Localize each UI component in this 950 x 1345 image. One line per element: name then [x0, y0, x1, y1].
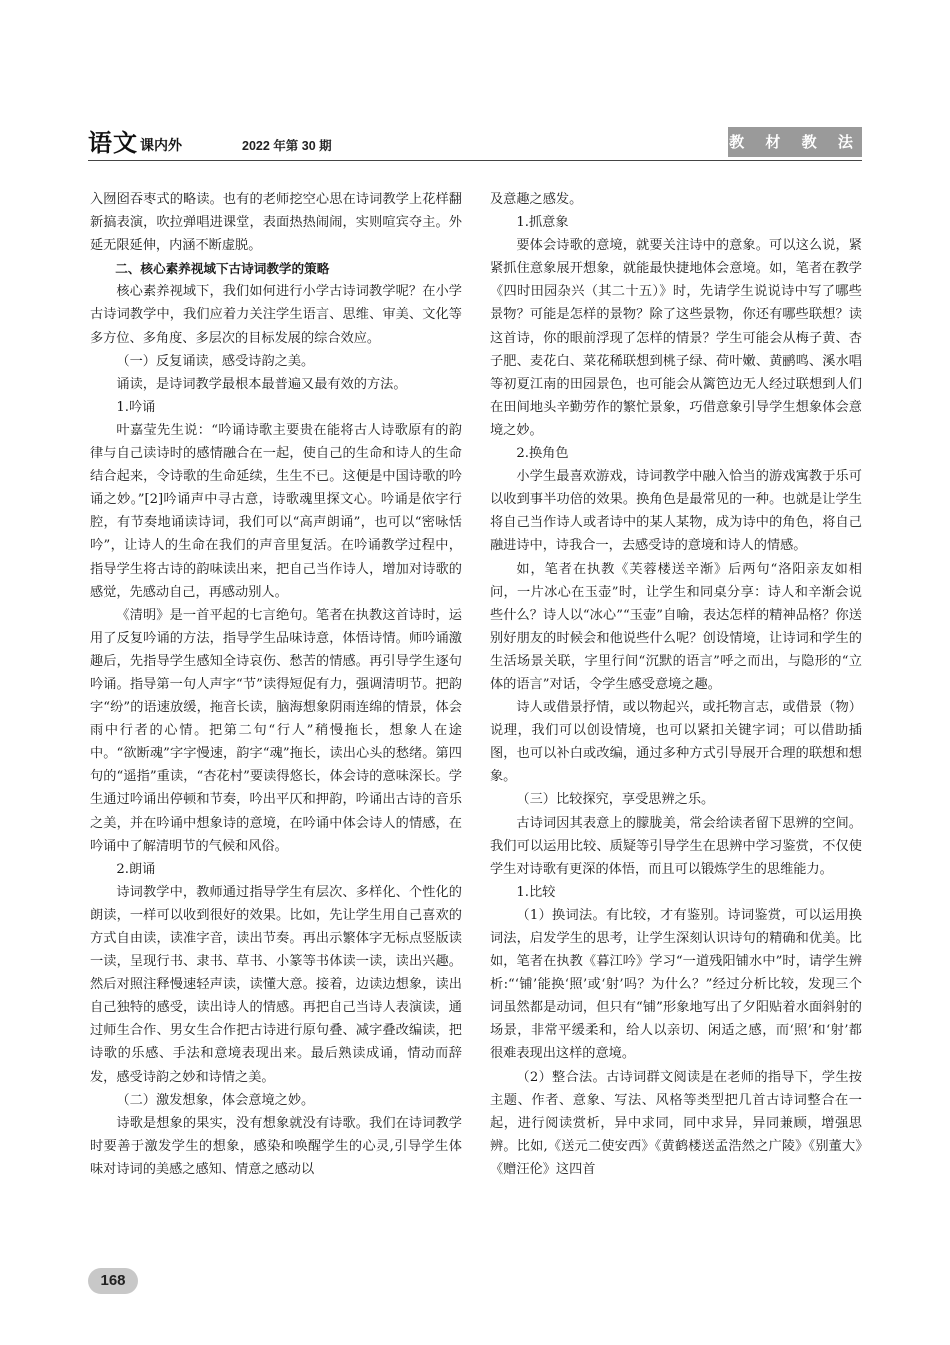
paragraph: （2）整合法。古诗词群文阅读是在老师的指导下，学生按主题、作者、意象、写法、风格等类型把几首古诗词整合在一起，进行阅读赏析，异中求同，同中求异，异同兼顾，增强思辨。比如,《送元二使安西》《黄鹤楼送孟浩然之广陵》《别董大》《赠汪伦》这四首 — [490, 1069, 862, 1177]
paragraph: 1.吟诵 — [116, 399, 156, 415]
logo-main-text: 语文 — [88, 129, 138, 157]
paragraph: 2.朗诵 — [116, 861, 156, 877]
paragraph: 诗人或借景抒情，或以物起兴，或托物言志，或借景（物）说理，我们可以创设情境，也可以紧扣关键字词；可以借助插图，也可以补白或改编，通过多种方式引导展开合理的联想和想象。 — [490, 700, 862, 785]
paragraph: 1.比较 — [516, 884, 556, 900]
paragraph: 1.抓意象 — [516, 215, 569, 231]
logo-sub-text: 课内外 — [140, 138, 182, 154]
page-header — [88, 127, 862, 157]
paragraph: 小学生最喜欢游戏，诗词教学中融入恰当的游戏寓教于乐可以收到事半功倍的效果。换角色是最常见的一种。也就是让学生将自己当作诗人或者诗中的某人某物，成为诗中的角色，将自己融进诗中，诗我合一，去感受诗的意境和诗人的情感。 — [490, 469, 862, 554]
paragraph: （二）激发想象，体会意境之妙。 — [116, 1092, 315, 1108]
paragraph: 诵读，是诗词教学最根本最普遍又最有效的方法。 — [116, 376, 407, 392]
page-number: 168 — [88, 1268, 138, 1294]
paragraph: 如，笔者在执教《芙蓉楼送辛渐》后两句“洛阳亲友如相问，一片冰心在玉壶”时，让学生和同桌分享：诗人和辛渐会说些什么？诗人以“冰心”“玉壶”自喻，表达怎样的精神品格？你送别好朋友的时候会和他说些什么呢？创设情境，让诗词和学生的生活场景关联，字里行间“沉默的语言”呼之而出，与隐形的“立体的语言”对话，令学生感受意境之趣。 — [490, 561, 862, 692]
paragraph: 古诗词因其表意上的朦胧美，常会给读者留下思辨的空间。我们可以运用比较、质疑等引导学生在思辨中学习鉴赏，不仅使学生对诗歌有更深的体悟，而且可以锻炼学生的思维能力。 — [490, 815, 862, 877]
section-tag: 教 材 教 法 — [728, 127, 862, 157]
header-divider — [88, 160, 862, 161]
paragraph: 要体会诗歌的意境，就要关注诗中的意象。可以这么说，紧紧抓住意象展开想象，就能最快捷地体会意境。如，笔者在教学《四时田园杂兴（其二十五）》时，先请学生说说诗中写了哪些景物？可能是怎样的景物？除了这些景物，你还有哪些联想？读这首诗，你的眼前浮现了怎样的情景？学生可能会从梅子黄、杏子肥、麦花白、菜花稀联想到桃子绿、荷叶嫩、黄鹂鸣、溪水唱等初夏江南的田园景色，也可能会从篱笆边无人经过联想到人们在田间地头辛勤劳作的繁忙景象，巧借意象引导学生想象体会意境之妙。 — [490, 238, 862, 438]
right-column — [490, 188, 862, 1181]
paragraph: 诗词教学中，教师通过指导学生有层次、多样化、个性化的朗读，一样可以收到很好的效果。比如，先让学生用自己喜欢的方式自由读，读准字音，读出节奏。再出示繁体字无标点竖版读一读，呈现行书、隶书、草书、小篆等书体读一读，读出兴趣。然后对照注释慢速轻声读，读懂大意。接着，边读边想象，读出自己独特的感受，读出诗人的情感。再把自己当诗人表演读，通过师生合作、男女生合作把古诗进行原句叠、减字叠改编读，把诗歌的乐感、手法和意境表现出来。最后熟读成诵，情动而辞发，感受诗韵之妙和诗情之美。 — [90, 884, 462, 1085]
issue-label: 2022 年第 30 期 — [242, 139, 332, 153]
section-heading: 二、核心素养视域下古诗词教学的策略 — [115, 261, 330, 277]
paragraph: （三）比较探究，享受思辨之乐。 — [516, 792, 715, 808]
paragraph: 2.换角色 — [516, 446, 569, 462]
paragraph: 核心素养视域下，我们如何进行小学古诗词教学呢？在小学古诗词教学中，我们应着力关注学生语言、思维、审美、文化等多方位、多角度、多层次的目标发展的综合效应。 — [90, 284, 462, 346]
left-column — [90, 188, 462, 1181]
paragraph: 入囫囵吞枣式的略读。也有的老师挖空心思在诗词教学上花样翻新搞表演，吹拉弹唱进课堂，表面热热闹闹，实则喧宾夺主。外延无限延伸，内涵不断虚脱。 — [90, 192, 462, 254]
paragraph: （一）反复诵读，感受诗韵之美。 — [116, 353, 315, 369]
paragraph: 《清明》是一首平起的七言绝句。笔者在执教这首诗时，运用了反复吟诵的方法，指导学生品味诗意，体悟诗情。师吟诵激趣后，先指导学生感知全诗哀伤、愁苦的情感。再引导学生逐句吟诵。指导第一句人声字“节”读得短促有力，强调清明节。把韵字“纷”的语速放缓，拖音长读，脑海想象阴雨连绵的情景，体会雨中行者的心情。把第二句“行人”稍慢拖长，想象人在途中。“欲断魂”字字慢速，韵字“魂”拖长，读出心头的愁绪。第四句的“遥指”重读，“杏花村”要读得悠长，体会诗的意味深长。学生通过吟诵出停顿和节奏，吟出平仄和押韵，吟诵出古诗的音乐之美，并在吟诵中想象诗的意境，在吟诵中体会诗人的情感，在吟诵中了解清明节的气候和风俗。 — [90, 607, 462, 854]
paragraph: 叶嘉莹先生说：“吟诵诗歌主要贵在能将古人诗歌原有的韵律与自己读诗时的感情融合在一起，使自己的生命和诗人的生命结合起来，令诗歌的生命延续，生生不已。这便是中国诗歌的吟诵之妙。”[2]吟诵声中寻古意，诗歌魂里探文心。吟诵是依字行腔，有节奏地诵读诗词，我们可以“高声朗诵”，也可以“密咏恬吟”，让诗人的生命在我们的声音里复活。在吟诵教学过程中，指导学生将古诗的韵味读出来，把自己当作诗人，增加对诗歌的感觉，先感动自己，再感动别人。 — [90, 422, 462, 600]
paragraph: （1）换词法。有比较，才有鉴别。诗词鉴赏，可以运用换词法，启发学生的思考，让学生深刻认识诗句的精确和优美。比如，笔者在执教《暮江吟》学习“一道残阳铺水中”时，请学生辨析:“‘铺’能换‘照’或‘射’吗？为什么？”经过分析比较，发现三个词虽然都是动词，但只有“铺”形象地写出了夕阳贴着水面斜射的场景，非常平缓柔和，给人以亲切、闲适之感，而‘照’和‘射’都很难表现出这样的意境。 — [490, 907, 862, 1062]
paragraph: 诗歌是想象的果实，没有想象就没有诗歌。我们在诗词教学时要善于激发学生的想象，感染和唤醒学生的心灵,引导学生体味对诗词的美感之感知、情意之感动以 — [90, 1115, 462, 1177]
journal-logo — [88, 127, 182, 157]
paragraph: 及意趣之感发。 — [490, 192, 583, 207]
